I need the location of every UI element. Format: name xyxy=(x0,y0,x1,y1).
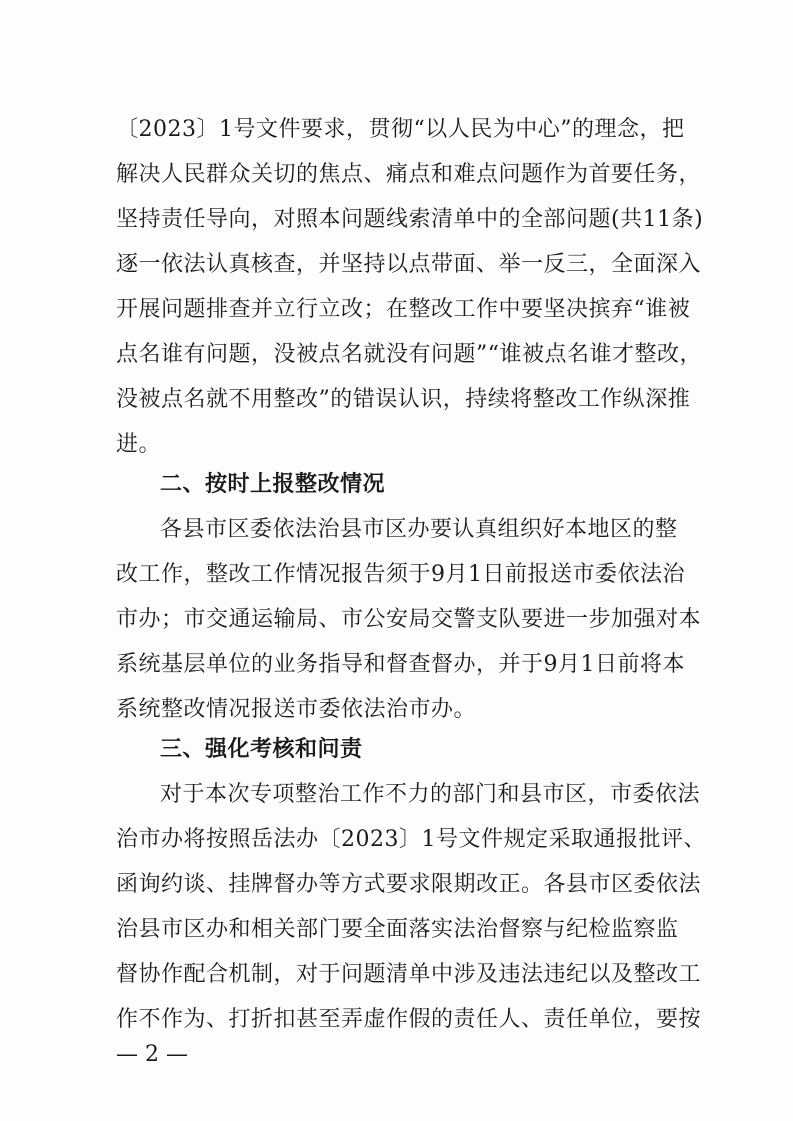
section-heading: 二、按时上报整改情况 xyxy=(160,472,386,497)
paragraph-line: 函询约谈、挂牌督办等方式要求限期改正。各县市区委依法 xyxy=(116,872,702,897)
paragraph-line: 各县市区委依法治县市区办要认真组织好本地区的整 xyxy=(160,517,678,542)
paragraph-line: 没被点名就不用整改”的错误认识，持续将整改工作纵深推 xyxy=(116,387,691,412)
paragraph-line: 逐一依法认真核查，并坚持以点带面、举一反三，全面深入 xyxy=(116,252,702,277)
paragraph-line: 进。 xyxy=(116,432,162,457)
page-number: — 2 — xyxy=(116,1042,188,1067)
paragraph-line: 督协作配合机制，对于问题清单中涉及违法违纪以及整改工 xyxy=(116,962,702,987)
paragraph-line: 开展问题排查并立行立改；在整改工作中要坚决摈弃“谁被 xyxy=(116,297,691,322)
paragraph-line: 〔2023〕1号文件要求，贯彻“以人民为中心”的理念，把 xyxy=(116,117,685,142)
paragraph-line: 系统整改情况报送市委依法治市办。 xyxy=(116,697,477,722)
paragraph-line: 治市办将按照岳法办〔2023〕1号文件规定采取通报批评、 xyxy=(116,827,706,852)
paragraph-line: 改工作，整改工作情况报告须于9月1日前报送市委依法治 xyxy=(116,562,685,587)
paragraph-line: 对于本次专项整治工作不力的部门和县市区，市委依法 xyxy=(160,782,701,807)
paragraph-line: 市办；市交通运输局、市公安局交警支队要进一步加强对本 xyxy=(116,607,702,632)
paragraph-line: 解决人民群众关切的焦点、痛点和难点问题作为首要任务， xyxy=(116,162,702,187)
paragraph-line: 点名谁有问题，没被点名就没有问题”“谁被点名谁才整改， xyxy=(116,342,702,367)
paragraph-line: 治县市区办和相关部门要全面落实法治督察与纪检监察监 xyxy=(116,917,679,942)
section-heading: 三、强化考核和问责 xyxy=(160,737,363,762)
paragraph-line: 坚持责任导向，对照本问题线索清单中的全部问题(共11条) xyxy=(116,207,704,232)
paragraph-line: 系统基层单位的业务指导和督查督办，并于9月1日前将本 xyxy=(116,652,685,677)
paragraph-line: 作不作为、打折扣甚至弄虚作假的责任人、责任单位，要按 xyxy=(116,1007,702,1032)
